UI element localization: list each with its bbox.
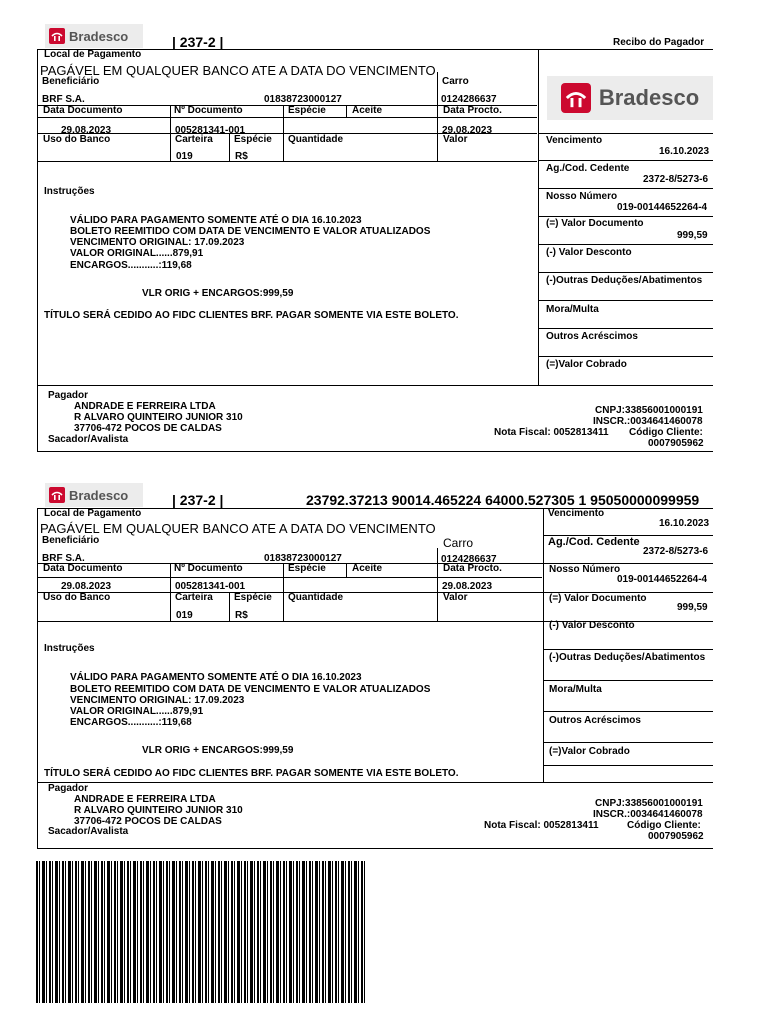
bank-logo-large bbox=[547, 76, 713, 120]
quantidade-label: Quantidade bbox=[288, 592, 344, 603]
bradesco-logo-icon bbox=[561, 83, 591, 113]
instrucao-line: VENCIMENTO ORIGINAL: 17.09.2023 bbox=[70, 695, 245, 706]
vencimento-label: Vencimento bbox=[548, 508, 605, 519]
nota-fiscal: Nota Fiscal: 0052813411 bbox=[494, 427, 609, 438]
carro-label: Carro bbox=[443, 536, 474, 550]
valor-desconto-label: (-) Valor Desconto bbox=[546, 247, 632, 258]
inscricao: INSCR.:0034641460078 bbox=[593, 809, 703, 820]
outras-deducoes-label: (-)Outras Deduções/Abatimentos bbox=[546, 275, 703, 286]
total-line: VLR ORIG + ENCARGOS:999,59 bbox=[142, 288, 294, 299]
valor-documento-label: (=) Valor Documento bbox=[549, 593, 647, 604]
carro: 0124286637 bbox=[441, 94, 497, 105]
beneficiario: BRF S.A. bbox=[42, 94, 85, 105]
especie-moeda: R$ bbox=[235, 151, 248, 162]
valor-cobrado-label: (=)Valor Cobrado bbox=[546, 359, 627, 370]
valor-documento: 999,59 bbox=[677, 230, 708, 241]
agencia-label: Ag./Cod. Cedente bbox=[546, 163, 630, 174]
data-processamento: 29.08.2023 bbox=[442, 581, 493, 592]
pagador-endereco: R ALVARO QUINTEIRO JUNIOR 310 bbox=[74, 412, 243, 423]
nosso-numero-label: Nosso Número bbox=[549, 564, 621, 575]
aceite-label: Aceite bbox=[352, 563, 383, 574]
bank-name: Bradesco bbox=[69, 28, 129, 44]
instrucao-line: VÁLIDO PARA PAGAMENTO SOMENTE ATÉ O DIA 16.10.2023 bbox=[70, 215, 362, 226]
numero-documento-label: Nº Documento bbox=[174, 563, 243, 574]
outras-deducoes-label: (-)Outras Deduções/Abatimentos bbox=[549, 652, 706, 663]
nota-fiscal: Nota Fiscal: 0052813411 bbox=[484, 820, 599, 831]
vencimento-label: Vencimento bbox=[546, 135, 603, 146]
numero-documento-label: Nº Documento bbox=[174, 105, 243, 116]
carteira-label: Carteira bbox=[175, 134, 213, 145]
cnpj-beneficiario: 01838723000127 bbox=[264, 553, 342, 564]
instrucoes-label: Instruções bbox=[44, 186, 95, 197]
nosso-numero-label: Nosso Número bbox=[546, 191, 618, 202]
bank-code: | 237-2 | bbox=[172, 34, 224, 50]
valor-label: Valor bbox=[443, 592, 468, 603]
codigo-cliente: 0007905962 bbox=[648, 831, 704, 842]
bradesco-logo-icon bbox=[49, 487, 65, 503]
local-pagamento-label: Local de Pagamento bbox=[44, 508, 142, 519]
instrucao-line: BOLETO REEMITIDO COM DATA DE VENCIMENTO E VALOR ATUALIZADOS bbox=[70, 226, 431, 237]
especie-label: Espécie bbox=[288, 563, 326, 574]
carteira: 019 bbox=[176, 610, 193, 621]
data-documento-label: Data Documento bbox=[43, 563, 123, 574]
sacador-label: Sacador/Avalista bbox=[48, 434, 129, 445]
data-processamento-label: Data Procto. bbox=[443, 105, 502, 116]
mora-multa-label: Mora/Multa bbox=[546, 304, 599, 315]
instrucao-line: BOLETO REEMITIDO COM DATA DE VENCIMENTO E VALOR ATUALIZADOS bbox=[70, 684, 431, 695]
local-pagamento: PAGÁVEL EM QUALQUER BANCO ATE A DATA DO VENCIMENTO bbox=[40, 63, 436, 78]
instrucao-line: ENCARGOS...........:119,68 bbox=[70, 260, 192, 271]
agencia-label: Ag./Cod. Cedente bbox=[548, 536, 640, 548]
bank-code: | 237-2 | bbox=[172, 492, 224, 508]
agencia: 2372-8/5273-6 bbox=[643, 546, 709, 557]
vencimento: 16.10.2023 bbox=[659, 518, 710, 529]
bank-name: Bradesco bbox=[598, 85, 700, 110]
valor-desconto-label: (-) Valor Desconto bbox=[549, 620, 635, 631]
nosso-numero: 019-00144652264-4 bbox=[617, 202, 708, 213]
bank-logo bbox=[45, 483, 143, 507]
cnpj-pagador: CNPJ:33856001000191 bbox=[595, 405, 703, 416]
linha-digitavel: 23792.37213 90014.465224 64000.527305 1 95050000099959 bbox=[306, 492, 700, 508]
mora-multa-label: Mora/Multa bbox=[549, 684, 602, 695]
vencimento: 16.10.2023 bbox=[659, 146, 710, 157]
pagador-endereco: R ALVARO QUINTEIRO JUNIOR 310 bbox=[74, 805, 243, 816]
valor-documento: 999,59 bbox=[677, 602, 708, 613]
instrucao-line: VALOR ORIGINAL......879,91 bbox=[70, 706, 204, 717]
pagador-label: Pagador bbox=[48, 783, 89, 794]
numero-documento: 005281341-001 bbox=[175, 125, 246, 136]
beneficiario: BRF S.A. bbox=[42, 553, 85, 564]
instrucao-line: VALOR ORIGINAL......879,91 bbox=[70, 248, 204, 259]
pagador-nome: ANDRADE E FERREIRA LTDA bbox=[74, 401, 216, 412]
numero-documento: 005281341-001 bbox=[175, 581, 246, 592]
cessao-notice: TÍTULO SERÁ CEDIDO AO FIDC CLIENTES BRF. PAGAR SOMENTE VIA ESTE BOLETO. bbox=[44, 768, 459, 779]
receipt-title: Recibo do Pagador bbox=[613, 37, 705, 48]
codigo-cliente-label: Código Cliente: bbox=[629, 427, 703, 438]
valor-documento-label: (=) Valor Documento bbox=[546, 218, 644, 229]
quantidade-label: Quantidade bbox=[288, 134, 344, 145]
especie-moeda: R$ bbox=[235, 610, 248, 621]
local-pagamento: PAGÁVEL EM QUALQUER BANCO ATE A DATA DO VENCIMENTO bbox=[40, 521, 436, 536]
bank-name: Bradesco bbox=[69, 487, 129, 503]
codigo-cliente-label: Código Cliente: bbox=[627, 820, 701, 831]
carro: 0124286637 bbox=[441, 554, 497, 565]
outros-acrescimos-label: Outros Acréscimos bbox=[549, 715, 641, 726]
outros-acrescimos-label: Outros Acréscimos bbox=[546, 331, 638, 342]
data-processamento-label: Data Procto. bbox=[443, 563, 502, 574]
inscricao: INSCR.:0034641460078 bbox=[593, 416, 703, 427]
pagador-nome: ANDRADE E FERREIRA LTDA bbox=[74, 794, 216, 805]
instrucoes-label: Instruções bbox=[44, 643, 95, 654]
especie-label: Espécie bbox=[288, 105, 326, 116]
pagador-cidade: 37706-472 POCOS DE CALDAS bbox=[74, 816, 222, 827]
total-line: VLR ORIG + ENCARGOS:999,59 bbox=[142, 745, 294, 756]
instrucao-line: VENCIMENTO ORIGINAL: 17.09.2023 bbox=[70, 237, 245, 248]
instrucao-line: VÁLIDO PARA PAGAMENTO SOMENTE ATÉ O DIA 16.10.2023 bbox=[70, 672, 362, 683]
carteira-label: Carteira bbox=[175, 592, 213, 603]
nosso-numero: 019-00144652264-4 bbox=[617, 574, 708, 585]
cnpj-beneficiario: 01838723000127 bbox=[264, 94, 342, 105]
cessao-notice: TÍTULO SERÁ CEDIDO AO FIDC CLIENTES BRF. PAGAR SOMENTE VIA ESTE BOLETO. bbox=[44, 310, 459, 321]
uso-banco-label: Uso do Banco bbox=[43, 134, 111, 145]
codigo-cliente: 0007905962 bbox=[648, 438, 704, 449]
sacador-label: Sacador/Avalista bbox=[48, 826, 129, 837]
bank-logo bbox=[45, 24, 143, 48]
agencia: 2372-8/5273-6 bbox=[643, 174, 709, 185]
carteira: 019 bbox=[176, 151, 193, 162]
especie-moeda-label: Espécie bbox=[234, 134, 272, 145]
data-processamento: 29.08.2023 bbox=[442, 125, 493, 136]
aceite-label: Aceite bbox=[352, 105, 383, 116]
data-documento-label: Data Documento bbox=[43, 105, 123, 116]
beneficiario-label: Beneficiário bbox=[42, 535, 100, 546]
bradesco-logo-icon bbox=[49, 28, 65, 44]
cnpj-pagador: CNPJ:33856001000191 bbox=[595, 798, 703, 809]
pagador-label: Pagador bbox=[48, 390, 89, 401]
local-pagamento-label: Local de Pagamento bbox=[44, 49, 142, 60]
payment-barcode bbox=[36, 861, 366, 1003]
data-documento: 29.08.2023 bbox=[61, 581, 112, 592]
especie-moeda-label: Espécie bbox=[234, 592, 272, 603]
beneficiario-label: Beneficiário bbox=[42, 76, 100, 87]
pagador-cidade: 37706-472 POCOS DE CALDAS bbox=[74, 423, 222, 434]
uso-banco-label: Uso do Banco bbox=[43, 592, 111, 603]
valor-cobrado-label: (=)Valor Cobrado bbox=[549, 746, 630, 757]
instrucao-line: ENCARGOS...........:119,68 bbox=[70, 717, 192, 728]
data-documento: 29.08.2023 bbox=[61, 125, 112, 136]
carro-label: Carro bbox=[442, 76, 469, 87]
valor-label: Valor bbox=[443, 134, 468, 145]
